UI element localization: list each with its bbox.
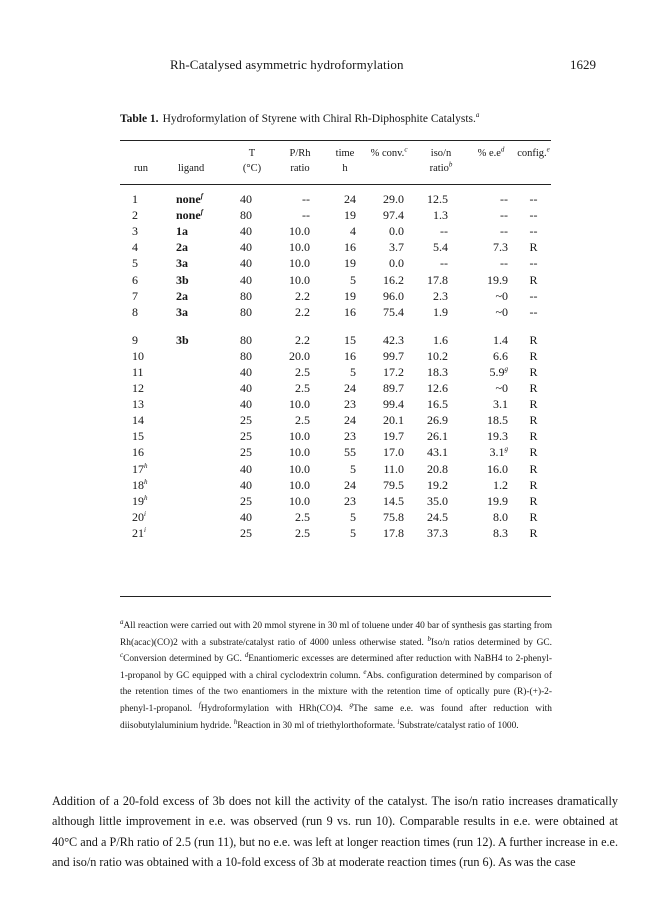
cell-p_rh: 10.0 xyxy=(289,397,310,412)
cell-iso_n: 1.6 xyxy=(433,332,448,347)
cell-time: 16 xyxy=(344,304,356,319)
cell-ligand xyxy=(174,380,232,396)
cell-config: R xyxy=(529,381,538,396)
body-paragraph: Addition of a 20-fold excess of 3b does not kill the activity of the catalyst. The iso/n ratio increases dramatically although little improvement in e.e. was observed (run 9 vs. run 10). Comparable results in e.e. were obtained at 40°C and a P/Rh ratio of 2.5 (run 11), but no e.e. was left at longer reaction times (run 12). A further increase in e.e. and iso/n ratio was obtained with a 10-fold excess of 3b at moderate reaction times (run 6). As was the case xyxy=(52,794,618,870)
table-row xyxy=(120,525,551,541)
cell-run: 17$^h$ xyxy=(132,461,148,476)
footnote-mark: f xyxy=(198,700,201,709)
cell-ligand xyxy=(174,428,232,444)
cell-ligand xyxy=(174,348,232,364)
cell-ee: -- xyxy=(500,192,508,207)
footnote-mark: f xyxy=(200,192,204,201)
cell-time: 16 xyxy=(344,348,356,363)
cell-ee: -- xyxy=(500,208,508,223)
cell-run: 13 xyxy=(132,397,144,412)
cell-ligand xyxy=(174,461,232,477)
footnote-mark: g xyxy=(504,445,508,454)
column-subheader-run: run xyxy=(134,163,148,174)
cell-config: -- xyxy=(529,304,538,319)
cell-p_rh: 10.0 xyxy=(289,429,310,444)
cell-time: 15 xyxy=(344,332,356,347)
cell-config: R xyxy=(529,240,538,255)
cell-p_rh: 10.0 xyxy=(289,240,310,255)
footnotes-paragraph xyxy=(120,618,552,734)
body-text xyxy=(52,791,618,873)
table-row xyxy=(120,461,551,477)
cell-p_rh: 2.2 xyxy=(295,332,310,347)
cell-time: 55 xyxy=(344,445,356,460)
cell-ee: ~0 xyxy=(495,381,508,396)
column-subheader-ee xyxy=(466,161,516,183)
cell-conv: 75.4 xyxy=(383,304,404,319)
cell-conv: 16.2 xyxy=(383,272,404,287)
cell-p_rh: 2.5 xyxy=(295,525,310,540)
cell-p_rh: 2.5 xyxy=(295,509,310,524)
table-header xyxy=(120,146,551,183)
footnote-mark: h xyxy=(144,461,148,470)
cell-run: 10 xyxy=(132,348,144,363)
footnote-mark: g xyxy=(504,364,508,373)
results-table-container xyxy=(120,146,551,541)
table-row xyxy=(120,183,551,207)
running-head: Rh-Catalysed asymmetric hydroformylation xyxy=(170,57,404,72)
cell-conv: 79.5 xyxy=(383,477,404,492)
cell-time: 24 xyxy=(344,477,356,492)
cell-ligand: none$^f$ xyxy=(176,208,204,223)
table-row xyxy=(120,320,551,348)
column-header-time: time xyxy=(335,148,355,159)
cell-T: 40 xyxy=(240,224,252,239)
cell-run: 8 xyxy=(132,304,138,319)
cell-ligand xyxy=(174,364,232,380)
cell-T: 40 xyxy=(240,364,252,379)
footnote-mark: a xyxy=(120,617,124,626)
cell-config: R xyxy=(529,348,538,363)
cell-conv: 17.0 xyxy=(383,445,404,460)
cell-iso_n: 17.8 xyxy=(427,272,448,287)
cell-p_rh: 2.2 xyxy=(295,288,310,303)
cell-time: 24 xyxy=(344,381,356,396)
cell-ligand xyxy=(174,525,232,541)
cell-time: 5 xyxy=(350,525,356,540)
cell-run: 16 xyxy=(132,445,144,460)
cell-ligand xyxy=(174,396,232,412)
column-footnote-mark: b xyxy=(448,160,453,169)
cell-ee: 8.0 xyxy=(493,509,508,524)
results-table xyxy=(120,146,551,541)
table-row xyxy=(120,444,551,460)
table-row xyxy=(120,223,551,239)
cell-p_rh: 2.5 xyxy=(295,381,310,396)
footnote-text: Hydroformylation with HRh(CO)4. xyxy=(200,703,350,714)
cell-ee: 16.0 xyxy=(487,461,508,476)
cell-run: 3 xyxy=(132,224,138,239)
cell-run: 5 xyxy=(132,256,138,271)
column-footnote-mark: c xyxy=(404,145,408,154)
cell-ee: 19.9 xyxy=(487,493,508,508)
footnote-text: Enantiomeric excesses are determined after reduction with NaBH4 to 2-phenyl-1-propanol by GC equipped with a chiral cyclodextrin column. xyxy=(120,654,553,681)
cell-ligand xyxy=(174,444,232,460)
cell-T: 40 xyxy=(240,461,252,476)
cell-iso_n: 1.9 xyxy=(433,304,448,319)
table-row xyxy=(120,348,551,364)
cell-ligand: 3a xyxy=(176,256,188,271)
cell-ee: 1.4 xyxy=(493,332,508,347)
column-subheader-conv xyxy=(362,161,416,183)
cell-T: 40 xyxy=(240,240,252,255)
column-subheader-config xyxy=(516,161,551,183)
cell-run: 21$^i$ xyxy=(132,525,146,540)
cell-run: 11 xyxy=(132,364,144,379)
cell-config: R xyxy=(529,461,538,476)
cell-ligand: 1a xyxy=(176,224,188,239)
cell-conv: 14.5 xyxy=(383,493,404,508)
table-caption xyxy=(120,113,479,125)
footnote-mark: b xyxy=(427,634,431,643)
cell-iso_n: 20.8 xyxy=(427,461,448,476)
cell-config: R xyxy=(529,413,538,428)
cell-iso_n: 16.5 xyxy=(427,397,448,412)
table-row xyxy=(120,509,551,525)
column-header-config: config.$^e$ xyxy=(517,145,550,159)
cell-iso_n: 35.0 xyxy=(427,493,448,508)
cell-conv: 0.0 xyxy=(389,224,404,239)
cell-ligand xyxy=(174,493,232,509)
cell-conv: 0.0 xyxy=(389,256,404,271)
cell-ligand: 3b xyxy=(176,272,189,287)
column-header-p_rh: P/Rh xyxy=(289,148,311,159)
column-subheader-T: (°C) xyxy=(242,163,262,174)
column-subheader-time: h xyxy=(342,163,348,174)
cell-time: 23 xyxy=(344,429,356,444)
cell-run: 9 xyxy=(132,332,138,347)
footnote-mark: h xyxy=(144,493,148,502)
cell-ee: 3.1$^g$ xyxy=(489,445,508,460)
cell-ligand xyxy=(174,509,232,525)
table-top-rule xyxy=(120,140,551,141)
table-row xyxy=(120,428,551,444)
cell-time: 24 xyxy=(344,413,356,428)
cell-conv: 17.2 xyxy=(383,364,404,379)
cell-T: 40 xyxy=(240,256,252,271)
cell-iso_n: 37.3 xyxy=(427,525,448,540)
cell-conv: 96.0 xyxy=(383,288,404,303)
cell-conv: 19.7 xyxy=(383,429,404,444)
cell-p_rh: 20.0 xyxy=(289,348,310,363)
footnote-mark: g xyxy=(349,700,353,709)
cell-p_rh: 10.0 xyxy=(289,477,310,492)
cell-ee: 7.3 xyxy=(493,240,508,255)
cell-T: 80 xyxy=(240,332,252,347)
column-subheader-p_rh: ratio xyxy=(290,163,310,174)
cell-iso_n: -- xyxy=(440,256,448,271)
footnote-mark: d xyxy=(244,651,249,660)
cell-run: 19$^h$ xyxy=(132,493,148,508)
cell-ee: 3.1 xyxy=(493,397,508,412)
table-row xyxy=(120,364,551,380)
column-header-ligand xyxy=(174,146,232,161)
table-row xyxy=(120,380,551,396)
cell-time: 16 xyxy=(344,240,356,255)
table-footnotes xyxy=(120,618,552,734)
cell-time: 4 xyxy=(350,224,356,239)
cell-iso_n: 26.9 xyxy=(427,413,448,428)
cell-ee: 5.9$^g$ xyxy=(489,364,508,379)
cell-p_rh: 10.0 xyxy=(289,493,310,508)
table-bottom-rule xyxy=(120,596,551,597)
cell-time: 23 xyxy=(344,493,356,508)
cell-ee: 19.9 xyxy=(487,272,508,287)
cell-T: 80 xyxy=(240,288,252,303)
footnote-text: Conversion determined by GC. xyxy=(123,654,245,665)
column-footnote-mark: e xyxy=(546,145,550,154)
cell-config: -- xyxy=(529,192,538,207)
table-row xyxy=(120,271,551,287)
cell-config: -- xyxy=(529,256,538,271)
table-label: Table 1. xyxy=(120,113,159,125)
cell-T: 25 xyxy=(240,413,252,428)
table-row xyxy=(120,477,551,493)
table-row xyxy=(120,412,551,428)
cell-run: 18$^h$ xyxy=(132,477,148,492)
column-subheader-ligand: ligand xyxy=(178,163,205,174)
cell-time: 5 xyxy=(350,364,356,379)
cell-conv: 99.7 xyxy=(383,348,404,363)
cell-ligand xyxy=(174,412,232,428)
footnote-mark: i xyxy=(144,525,146,534)
table-row xyxy=(120,493,551,509)
cell-ee: -- xyxy=(500,256,508,271)
cell-iso_n: 10.2 xyxy=(427,348,448,363)
cell-iso_n: 18.3 xyxy=(427,364,448,379)
cell-iso_n: 2.3 xyxy=(433,288,448,303)
footnote-text: The same e.e. was found after reduction with diisobutylaluminium hydride. xyxy=(120,703,552,731)
cell-config: -- xyxy=(529,224,538,239)
cell-config: R xyxy=(529,509,538,524)
cell-ee: -- xyxy=(500,224,508,239)
table-title: Hydroformylation of Styrene with Chiral Rh-Diphosphite Catalysts. xyxy=(162,113,476,125)
cell-time: 19 xyxy=(344,208,356,223)
table-row xyxy=(120,255,551,271)
cell-ee: 19.3 xyxy=(487,429,508,444)
cell-run: 2 xyxy=(132,208,138,223)
column-header-ee: % $e.e^d$ xyxy=(477,145,505,159)
cell-run: 6 xyxy=(132,272,138,287)
cell-ligand: 2a xyxy=(176,240,188,255)
cell-conv: 11.0 xyxy=(383,461,404,476)
cell-config: R xyxy=(529,445,538,460)
table-row xyxy=(120,288,551,304)
cell-time: 19 xyxy=(344,288,356,303)
footnote-text: All reaction were carried out with 20 mmol styrene in 30 ml of toluene under 40 bar of synthesis gas starting from Rh(acac)(CO)2 with a substrate/catalyst ratio of 4000 unless otherwise stated. xyxy=(120,621,552,648)
column-header-conv: % conv.$^c$ xyxy=(370,145,408,159)
cell-p_rh: 2.2 xyxy=(295,304,310,319)
page-number: 1629 xyxy=(570,57,596,72)
cell-T: 40 xyxy=(240,381,252,396)
cell-run: 12 xyxy=(132,381,144,396)
cell-time: 19 xyxy=(344,256,356,271)
footnote-mark: f xyxy=(200,208,204,217)
cell-run: 15 xyxy=(132,429,144,444)
cell-iso_n: 12.6 xyxy=(427,381,448,396)
cell-config: -- xyxy=(529,288,538,303)
cell-config: R xyxy=(529,477,538,492)
cell-ligand: 2a xyxy=(176,288,188,303)
footnote-text: Abs. configuration determined by comparison of the retention times of the two enantiomers in the mixture with the retention time of optically pure (R)-(+)-2-phenyl-1-propanol. xyxy=(120,670,552,714)
cell-iso_n: 26.1 xyxy=(427,429,448,444)
cell-p_rh: -- xyxy=(302,192,310,207)
cell-config: R xyxy=(529,272,538,287)
table-row xyxy=(120,239,551,255)
cell-iso_n: 5.4 xyxy=(433,240,448,255)
cell-ee: 6.6 xyxy=(493,348,508,363)
cell-config: R xyxy=(529,397,538,412)
column-subheader-iso_n: ratio$^b$ xyxy=(429,160,453,174)
footnote-mark: c xyxy=(120,651,124,660)
table-row xyxy=(120,396,551,412)
footnote-mark: i xyxy=(144,509,146,518)
table-row xyxy=(120,207,551,223)
cell-time: 24 xyxy=(344,192,356,207)
cell-T: 25 xyxy=(240,493,252,508)
cell-time: 5 xyxy=(350,461,356,476)
cell-time: 5 xyxy=(350,509,356,524)
cell-iso_n: 19.2 xyxy=(427,477,448,492)
cell-time: 5 xyxy=(350,272,356,287)
cell-T: 80 xyxy=(240,348,252,363)
footnote-text: Iso/n ratios determined by GC. xyxy=(430,637,552,648)
cell-ee: 8.3 xyxy=(493,525,508,540)
cell-config: -- xyxy=(529,208,538,223)
cell-config: R xyxy=(529,364,538,379)
cell-T: 25 xyxy=(240,445,252,460)
cell-conv: 99.4 xyxy=(383,397,404,412)
column-header-iso_n: iso/n xyxy=(430,148,452,159)
cell-conv: 29.0 xyxy=(383,192,404,207)
cell-ee: ~0 xyxy=(495,304,508,319)
cell-p_rh: 10.0 xyxy=(289,445,310,460)
cell-run: 1 xyxy=(132,192,138,207)
column-header-T: T xyxy=(248,148,256,159)
cell-p_rh: 10.0 xyxy=(289,224,310,239)
cell-p_rh: 2.5 xyxy=(295,413,310,428)
cell-T: 25 xyxy=(240,429,252,444)
footnote-mark: h xyxy=(233,717,238,726)
cell-T: 40 xyxy=(240,192,252,207)
cell-conv: 75.8 xyxy=(383,509,404,524)
column-footnote-mark: d xyxy=(500,145,505,154)
cell-ee: 18.5 xyxy=(487,413,508,428)
cell-ligand: 3a xyxy=(176,304,188,319)
cell-ligand: 3b xyxy=(176,332,189,347)
cell-config: R xyxy=(529,332,538,347)
footnote-text: Substrate/catalyst ratio of 1000. xyxy=(399,720,519,731)
cell-T: 80 xyxy=(240,304,252,319)
cell-conv: 89.7 xyxy=(383,381,404,396)
cell-iso_n: 24.5 xyxy=(427,509,448,524)
cell-T: 40 xyxy=(240,397,252,412)
cell-run: 20$^i$ xyxy=(132,509,146,524)
cell-config: R xyxy=(529,493,538,508)
table-row xyxy=(120,304,551,320)
cell-T: 40 xyxy=(240,509,252,524)
cell-iso_n: 43.1 xyxy=(427,445,448,460)
cell-p_rh: -- xyxy=(302,208,310,223)
cell-iso_n: 12.5 xyxy=(427,192,448,207)
table-body xyxy=(120,183,551,541)
column-header-run xyxy=(120,146,174,161)
footnote-text: Reaction in 30 ml of triethylorthoformate. xyxy=(237,720,398,731)
cell-config: R xyxy=(529,525,538,540)
cell-T: 25 xyxy=(240,525,252,540)
cell-conv: 3.7 xyxy=(389,240,404,255)
cell-T: 80 xyxy=(240,208,252,223)
cell-p_rh: 10.0 xyxy=(289,256,310,271)
footnote-mark: e xyxy=(363,667,367,676)
cell-conv: 42.3 xyxy=(383,332,404,347)
table-title-footnote-mark: a xyxy=(475,111,480,120)
cell-run: 4 xyxy=(132,240,138,255)
cell-ee: ~0 xyxy=(495,288,508,303)
cell-conv: 97.4 xyxy=(383,208,404,223)
cell-T: 40 xyxy=(240,477,252,492)
cell-iso_n: -- xyxy=(440,224,448,239)
cell-conv: 20.1 xyxy=(383,413,404,428)
cell-p_rh: 2.5 xyxy=(295,364,310,379)
cell-time: 23 xyxy=(344,397,356,412)
cell-T: 40 xyxy=(240,272,252,287)
cell-ligand: none$^f$ xyxy=(176,192,204,207)
cell-config: R xyxy=(529,429,538,444)
cell-p_rh: 10.0 xyxy=(289,461,310,476)
cell-run: 7 xyxy=(132,288,138,303)
cell-run: 14 xyxy=(132,413,144,428)
cell-iso_n: 1.3 xyxy=(433,208,448,223)
cell-conv: 17.8 xyxy=(383,525,404,540)
footnote-mark: i xyxy=(397,717,400,726)
cell-ee: 1.2 xyxy=(493,477,508,492)
cell-p_rh: 10.0 xyxy=(289,272,310,287)
cell-ligand xyxy=(174,477,232,493)
footnote-mark: h xyxy=(144,477,148,486)
